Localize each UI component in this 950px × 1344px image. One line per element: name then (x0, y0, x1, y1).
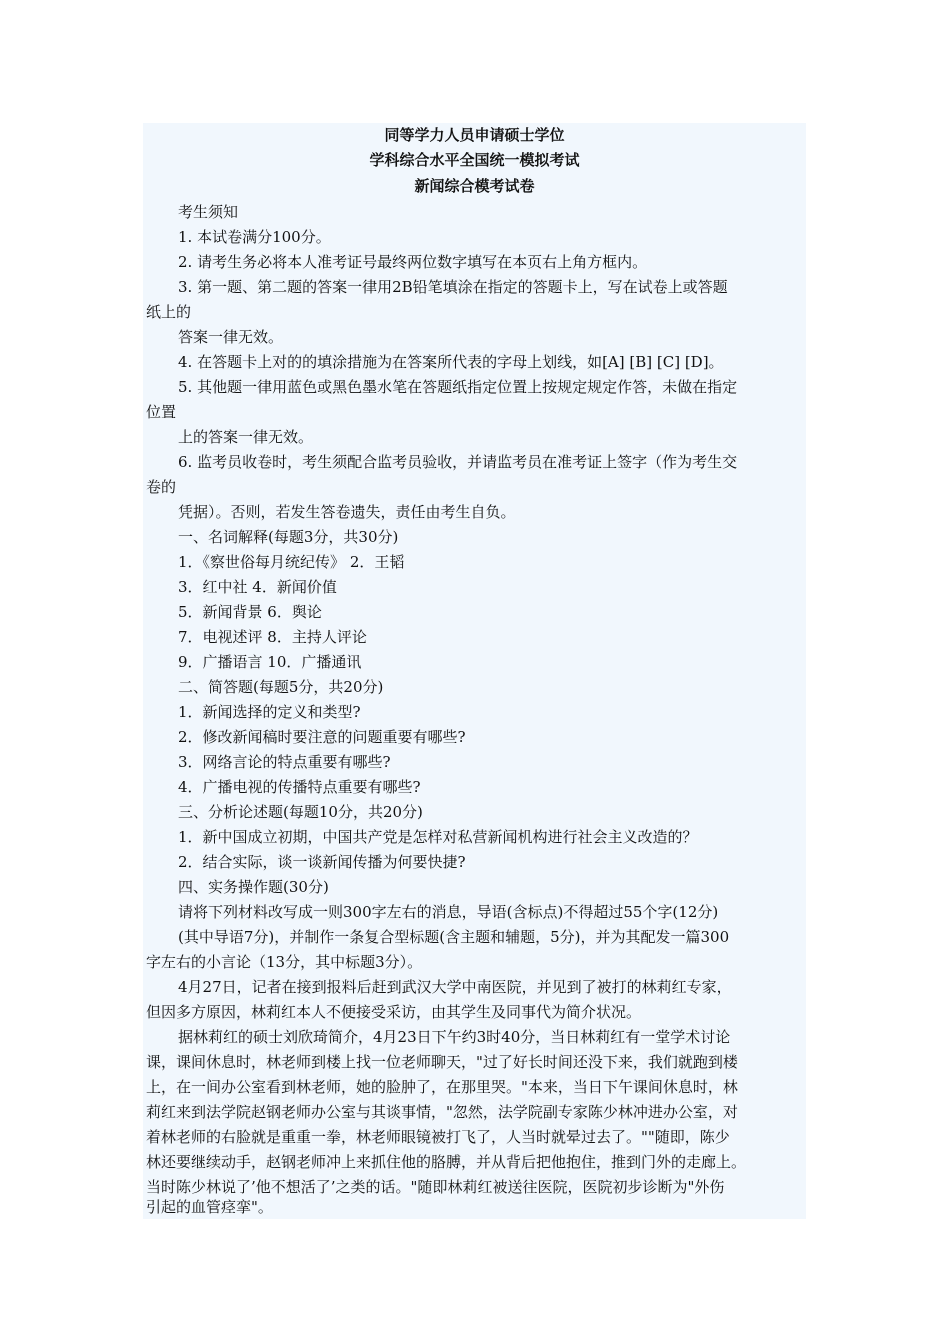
section-2-question: 2．修改新闻稿时要注意的问题重要有哪些? (178, 728, 466, 746)
notice-heading: 考生须知 (178, 203, 239, 221)
section-4-instruction: 请将下列材料改写成一则300字左右的消息，导语(含标点)不得超过55个字(12分) (178, 903, 719, 921)
section-2-question: 3．网络言论的特点重要有哪些? (178, 753, 391, 771)
section-1-row: 9．广播语言 10．广播通讯 (178, 653, 362, 671)
notice-item-1: 1. 本试卷满分100分。 (178, 228, 331, 246)
notice-item-3-line-2: 纸上的 (146, 303, 192, 321)
material-paragraph-1: 但因多方原因，林莉红本人不便接受采访，由其学生及同事代为简介状况。 (146, 1003, 642, 1021)
material-paragraph-2: 据林莉红的硕士刘欣琦简介，4月23日下午约3时40分，当日林莉红有一堂学术讨论 (178, 1028, 731, 1046)
section-1-heading: 一、名词解释(每题3分，共30分) (178, 528, 399, 546)
notice-item-6-line-1: 6. 监考员收卷时，考生须配合监考员验收，并请监考员在准考证上签字（作为考生交 (178, 453, 738, 471)
section-2-question: 4．广播电视的传播特点重要有哪些? (178, 778, 421, 796)
material-paragraph-2: 着林老师的右脸就是重重一拳，林老师眼镜被打飞了，人当时就晕过去了。""随即，陈少 (146, 1128, 730, 1146)
material-paragraph-2: 引起的血管痉挛"。 (146, 1198, 273, 1216)
section-1-row: 7．电视述评 8．主持人评论 (178, 628, 367, 646)
section-4-heading: 四、实务操作题(30分) (178, 878, 329, 896)
material-paragraph-2: 当时陈少林说了’他不想活了’之类的话。"随即林莉红被送往医院，医院初步诊断为"外伤 (146, 1178, 725, 1196)
notice-item-5-line-3: 上的答案一律无效。 (178, 428, 314, 446)
notice-item-5-line-1: 5. 其他题一律用蓝色或黑色墨水笔在答题纸指定位置上按规定规定作答，未做在指定 (178, 378, 738, 396)
title-line-2: 学科综合水平全国统一模拟考试 (369, 151, 580, 169)
section-1-row: 5．新闻背景 6．舆论 (178, 603, 322, 621)
section-4-instruction: (其中导语7分)，并制作一条复合型标题(含主题和辅题，5分)，并为其配发一篇300 (178, 928, 730, 946)
section-3-question: 1．新中国成立初期，中国共产党是怎样对私营新闻机构进行社会主义改造的？ (178, 828, 698, 846)
material-paragraph-2: 莉红来到法学院赵钢老师办公室与其谈事情，"忽然，法学院副专家陈少林冲进办公室，对 (146, 1103, 738, 1121)
section-4-instruction: 字左右的小言论（13分，其中标题3分）。 (146, 953, 423, 971)
material-paragraph-2: 课，课间休息时，林老师到楼上找一位老师聊天，"过了好长时间还没下来，我们就跑到楼 (146, 1053, 738, 1071)
section-2-heading: 二、简答题(每题5分，共20分) (178, 678, 384, 696)
notice-item-6-line-3: 凭据）。否则，若发生答卷遗失，责任由考生自负。 (178, 503, 516, 521)
material-paragraph-2: 林还要继续动手，赵钢老师冲上来抓住他的胳膊，并从背后把他抱住，推到门外的走廊上。 (146, 1153, 747, 1171)
material-paragraph-1: 4月27日，记者在接到报料后赶到武汉大学中南医院，并见到了被打的林莉红专家， (178, 978, 732, 996)
title-line-1: 同等学力人员申请硕士学位 (384, 126, 565, 144)
notice-item-2: 2. 请考生务必将本人准考证号最终两位数字填写在本页右上角方框内。 (178, 253, 648, 271)
section-2-question: 1．新闻选择的定义和类型? (178, 703, 361, 721)
title-line-3: 新闻综合模考试卷 (414, 177, 535, 195)
section-1-row: 3．红中社 4．新闻价值 (178, 578, 337, 596)
section-1-row: 1．《察世俗每月统纪传》 2．王韬 (178, 553, 405, 571)
material-paragraph-2: 上，在一间办公室看到林老师，她的脸肿了，在那里哭。"本来，当日下午课间休息时，林 (146, 1078, 738, 1096)
notice-item-5-line-2: 位置 (146, 403, 177, 421)
section-3-question: 2．结合实际，谈一谈新闻传播为何要快捷? (178, 853, 466, 871)
notice-item-6-line-2: 卷的 (146, 478, 177, 496)
notice-item-3-line-3: 答案一律无效。 (178, 328, 284, 346)
notice-item-4: 4. 在答题卡上对的的填涂措施为在答案所代表的字母上划线，如[A] [B] [C] [D]。 (178, 353, 724, 371)
notice-item-3-line-1: 3. 第一题、第二题的答案一律用2B铅笔填涂在指定的答题卡上，写在试卷上或答题 (178, 278, 728, 296)
section-3-heading: 三、分析论述题(每题10分，共20分) (178, 803, 423, 821)
